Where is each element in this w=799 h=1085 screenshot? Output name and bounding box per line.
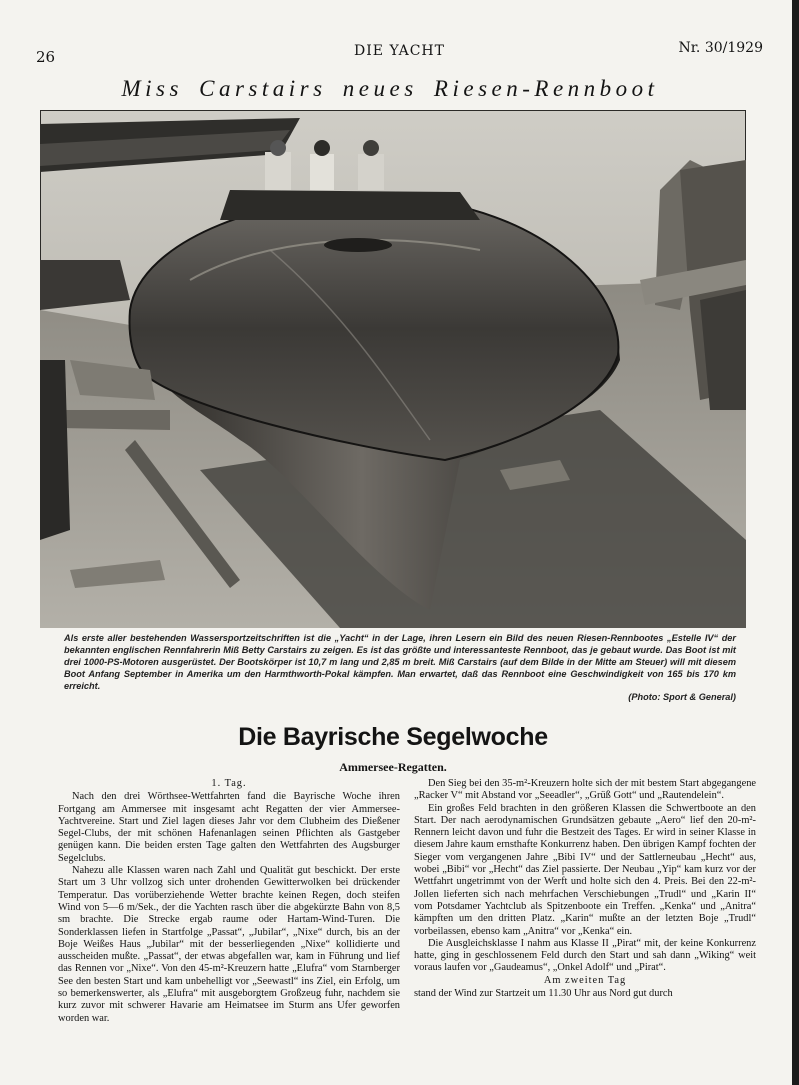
running-title: DIE YACHT <box>354 43 445 59</box>
section-heading-day-1: 1. Tag. <box>211 778 247 789</box>
page-header <box>36 40 763 66</box>
paragraph: Die Ausgleichsklasse I nahm aus Klasse II „Pirat“ mit, der keine Konkurrenz hatte, ging in geschlossenem Feld durch den Start und sah dann „Wiking“ weit voraus laufen vor „Gaudeamus“, „Onkel Adolf“ und „Pirat“. <box>414 937 756 974</box>
page-number: 26 <box>36 48 56 66</box>
photo-credit: (Photo: Sport & General) <box>628 692 736 702</box>
caption-text: Als erste aller bestehenden Wassersportzeitschriften ist die „Yacht“ in der Lage, ihren Lesern ein Bild des neuen Riesen-Rennbootes „Estelle IV“ der bekannten englischen Rennfahrerin Miß Betty Carstairs zu zeigen. Es ist das größte und interessanteste Rennboot, das je gebaut wurde. Das Boot ist mit drei 1000-PS-Motoren ausgerüstet. Der Bootskörper ist 10,7 m lang und 2,85 m breit. Miß Carstairs (auf dem Bilde in der Mitte am Steuer) will mit diesem Boot Anfang September in Amerika um den Harmthworth-Pokal kämpfen. Man erwartet, daß das Rennboot eine Geschwindigkeit von 165 bis 170 km erreicht. <box>64 633 736 691</box>
issue-number: Nr. 30/1929 <box>678 40 763 56</box>
paragraph: Nach den drei Wörthsee-Wettfahrten fand die Bayrische Woche ihren Fortgang am Ammersee mit insgesamt acht Regatten der vier Ammersee-Yachtvereine. Start und Ziel lagen dieses Jahr vor dem Clubheim des Dießener Segel-Clubs, der mit schönen Hafenanlagen seinen Pflichten als Gastgeber genügen kann. Die beiden ersten Tage galten den Wettfahrten des Augsburger Segelclubs. <box>58 791 400 864</box>
paragraph: Ein großes Feld brachten in den größeren Klassen die Schwertboote an den Start. Der nach aerodynamischen Grundsätzen gebaute „Aero“ lief den 20-m²-Rennern leicht davon und fuhr die Bestzeit des Tages. Er wird in seiner Klasse in diesem Jahre kaum ernsthafte Konkurrenz haben. Den übrigen Kampf fochten der Sieger vom vergangenen Jahre „Bibi IV“ und der Sattlerneubau „Hecht“ aus, wobei „Bibi“ vor „Hecht“ das Ziel passierte. Der Neubau „Yip“ kam kurz vor der Wettfahrt ungetrimmt von der Werft und holte sich den 4. Preis. Bei den 22-m²-Jollen lieferten sich nach mehrfachen Verschiebungen „Trudl“ und „Karin II“ vom Potsdamer Yachtclub als Spitzenboote ein Treffen. „Kenka“ und „Anitra“ kämpften um den dritten Platz. „Karin“ mußte an der letzten Boje „Trudl“ vorbeilassen, ebenso kam „Anitra“ vor „Kenka“ ein. <box>414 802 756 937</box>
article-column-right <box>414 778 756 1000</box>
section-heading-day-2: Am zweiten Tag <box>543 974 627 986</box>
paragraph: Den Sieg bei den 35-m²-Kreuzern holte sich der mit bestem Start abgegangene „Racker V“ mit Abstand vor „Seeadler“, „Grüß Gott“ und „Rautendelein“. <box>414 778 756 802</box>
photo-caption <box>64 632 736 703</box>
page-edge <box>792 0 799 1085</box>
article-title: Die Bayrische Segelwoche <box>238 723 548 751</box>
paragraph-closing: stand der Wind zur Startzeit um 11.30 Uhr aus Nord gut durch <box>414 988 673 1000</box>
article-column-left <box>58 778 400 1025</box>
article-subtitle: Ammersee-Regatten. <box>339 760 447 774</box>
paragraph: Nahezu alle Klassen waren nach Zahl und Qualität gut beschickt. Der erste Start um 3 Uhr vollzog sich unter drohenden Gewitterwolken bei drückender Temperatur. Das vorüberziehende Wetter brachte keinen Regen, doch steifen Wind von 5—6 m/Sek., der die Yachten rasch über die abgekürzte Bahn von 8,5 sm brachte. Die Strecke ergab raume oder Hartam-Wind-Turen. Die Sonderklassen liefen in Startfolge „Passat“, „Jubilar“, „Nixe“ durch, bis an der Boje Weißes Haus „Jubilar“ mit der besserliegenden „Nixe“ kollidierte und ausscheiden mußte. „Passat“, der etwas abgefallen war, kam in Führung und lief das Rennen vor „Nixe“. Von den 45-m²-Kreuzern hatte „Elufra“ vom Starnberger See den besten Start und kam unbehelligt vor „Seewastl“ ins Ziel, ein Erfolg, um so bemerkenswerter, als „Elufra“ mit ausgeborgtem Großzeug fuhr, nachdem sie kurz zuvor mit schwerer Havarie am Heimatsee im Sturm ans Ufer geworfen worden war. <box>58 865 400 1024</box>
photo-headline: Miss Carstairs neues Riesen-Rennboot <box>121 76 659 101</box>
racing-boat-photo <box>40 110 746 628</box>
